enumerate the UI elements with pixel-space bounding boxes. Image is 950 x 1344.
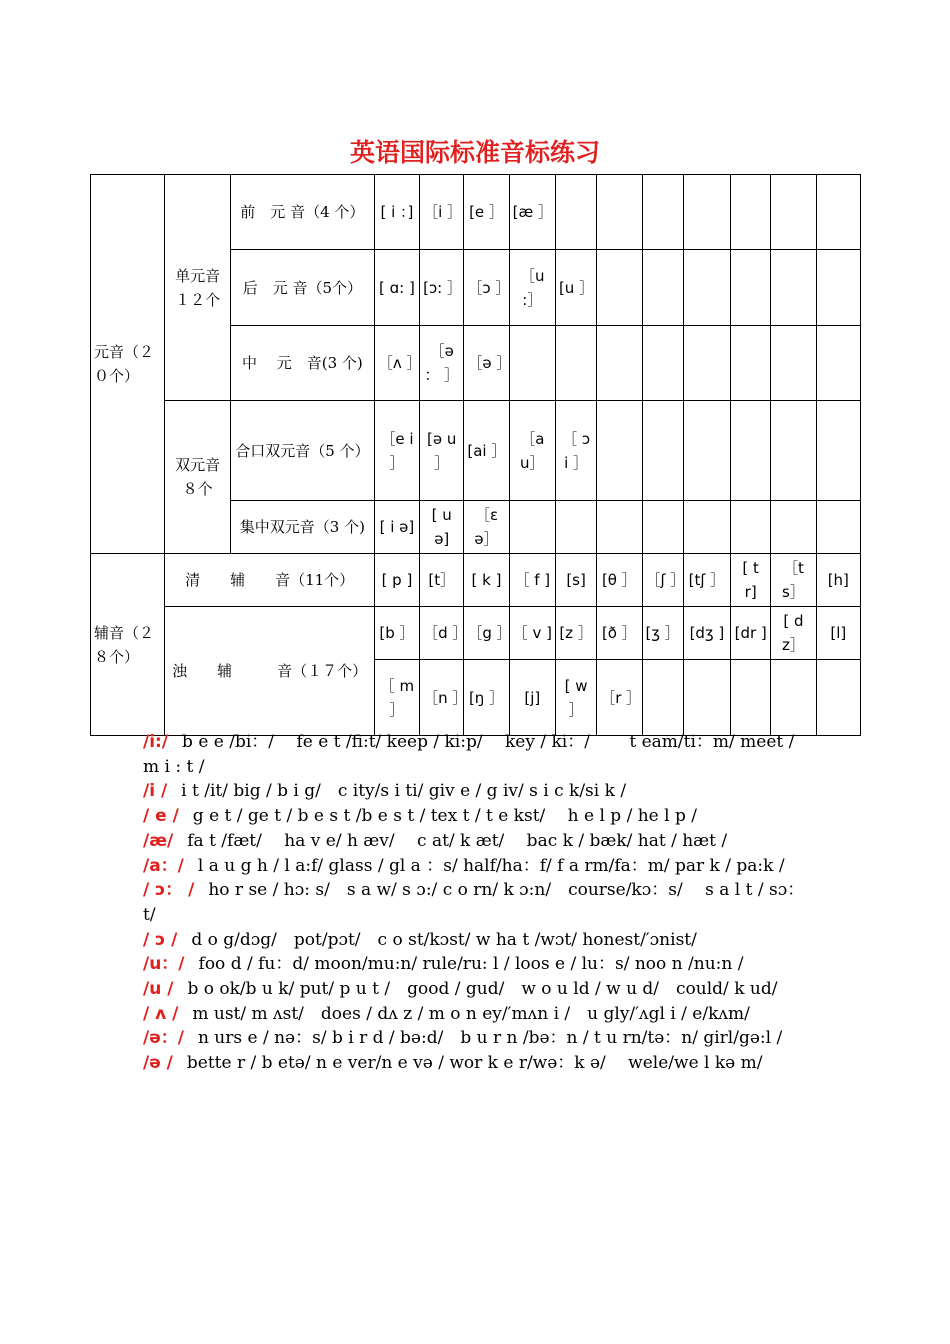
symbol-cell: ［ m ］ [374,660,419,736]
central-vowels-label: 中 元 音(3 个) [230,326,374,401]
symbol-cell: ［g ］ [464,607,509,660]
empty-cell [642,250,683,326]
example-words: b o ok/b u k/ put/ p u t / good / gud/ w o u ld / w u d/ could/ k ud/ [187,979,778,1000]
example-words: fa t /fæt/ ha v e/ h æv/ c at/ k æt/ bac k / bæk/ hat / hæt / [187,830,728,851]
phoneme-symbol: /ə / [143,1053,173,1074]
symbol-cell: ［n ］ [420,660,464,736]
symbol-cell: [dʒ ] [683,607,730,660]
empty-cell [683,401,730,501]
symbol-cell: ［a u］ [509,401,555,501]
empty-cell [731,501,771,554]
phoneme-symbol: /u / [143,979,174,1000]
symbol-cell: [ k ] [464,554,509,607]
empty-cell [771,175,816,250]
symbol-cell: [ i ：] [374,175,419,250]
symbol-cell: ［ ɔ i ］ [555,401,596,501]
example-words: bette r / b etə/ n e ver/n e və / wor k e r/wə：k ə/ wele/we l kə m/ [186,1053,763,1074]
closing-diphthongs-label: 合口双元音（5 个） [230,401,374,501]
empty-cell [816,326,860,401]
phoneme-symbol: /i / [143,781,168,802]
empty-cell [683,326,730,401]
vowels-label: 元音（２０个） [91,175,165,554]
empty-cell [597,250,642,326]
empty-cell [642,326,683,401]
symbol-cell: ［e i ］ [374,401,419,501]
centering-diphthongs-label: 集中双元音（3 个) [230,501,374,554]
empty-cell [509,501,555,554]
example-line [143,928,811,953]
empty-cell [771,660,816,736]
symbol-cell: [z ］ [555,607,596,660]
monophthongs-label: 单元音１２个 [165,175,230,401]
symbol-cell: ［t s］ [771,554,816,607]
diphthongs-label: 双元音８个 [165,401,230,554]
symbol-cell: [ ɑ: ] [374,250,419,326]
symbol-cell: ［ʃ ］ [642,554,683,607]
empty-cell [731,250,771,326]
voiced-consonants-label: 浊 辅 音（１７个） [165,607,374,736]
symbol-cell: [ʒ ］ [642,607,683,660]
symbol-cell: [tʃ ］ [683,554,730,607]
symbol-cell: ［d ］ [420,607,464,660]
symbol-cell: [h] [816,554,860,607]
phonetic-symbol-table [90,174,861,736]
empty-cell [555,501,596,554]
symbol-cell: ［ v ] [509,607,555,660]
phoneme-symbol: /a：/ [143,855,184,876]
symbol-cell: ［ə ： ］ [420,326,464,401]
symbol-cell: ［u :］ [509,250,555,326]
empty-cell [816,175,860,250]
symbol-cell: [ t r] [731,554,771,607]
example-words-section [143,730,811,1076]
example-words: ho r se / hɔ: s/ s a w/ s ɔ:/ c o rn/ k ɔ:n/ course/kɔ：s/ s a l t / sɔ：t/ [143,880,805,925]
symbol-cell: [ai ］ [464,401,509,501]
empty-cell [683,175,730,250]
phoneme-symbol: /ə：/ [143,1028,184,1049]
symbol-cell: [ i ə] [374,501,419,554]
symbol-cell: [ d z］ [771,607,816,660]
empty-cell [555,175,596,250]
empty-cell [597,175,642,250]
consonants-label: 辅音（２８个） [91,554,165,736]
symbol-cell: ［ɛ ə］ [464,501,509,554]
symbol-cell: [ð ］ [597,607,642,660]
empty-cell [683,501,730,554]
empty-cell [731,175,771,250]
symbol-cell: [ u ə] [420,501,464,554]
empty-cell [642,175,683,250]
phoneme-symbol: / ʌ / [143,1003,179,1024]
example-line [143,854,811,879]
example-words: d o g/dɔg/ pot/pɔt/ c o st/kɔst/ w ha t /wɔt/ honest/′ɔnist/ [191,929,697,950]
symbol-cell: ［r ］ [597,660,642,736]
front-vowels-label: 前 元 音（4 个） [230,175,374,250]
empty-cell [642,660,683,736]
empty-cell [731,401,771,501]
empty-cell [816,501,860,554]
symbol-cell: ［ʌ ］ [374,326,419,401]
symbol-cell: ［ə ］ [464,326,509,401]
voiceless-consonants-label: 清 辅 音（11个） [165,554,374,607]
symbol-cell: [j] [509,660,555,736]
example-line [143,829,811,854]
symbol-cell: ［ f ] [509,554,555,607]
empty-cell [771,250,816,326]
empty-cell [642,501,683,554]
symbol-cell: [ə u ］ [420,401,464,501]
example-line [143,878,811,927]
empty-cell [771,326,816,401]
example-line [143,1002,811,1027]
phoneme-symbol: /u：/ [143,954,185,975]
empty-cell [509,326,555,401]
example-line [143,804,811,829]
empty-cell [816,660,860,736]
empty-cell [555,326,596,401]
back-vowels-label: 后 元 音（5个） [230,250,374,326]
symbol-cell: [ p ] [374,554,419,607]
phoneme-symbol: / ɔ / [143,929,178,950]
symbol-cell: [t］ [420,554,464,607]
empty-cell [597,501,642,554]
empty-cell [731,660,771,736]
example-line [143,1026,811,1051]
symbol-cell: [ŋ ］ [464,660,509,736]
example-words: foo d / fu：d/ moon/mu:n/ rule/ru: l / loos e / lu：s/ noo n /nu:n / [198,954,744,975]
empty-cell [816,401,860,501]
phoneme-symbol: /i:/ [143,732,169,752]
empty-cell [597,401,642,501]
symbol-cell: [θ ］ [597,554,642,607]
symbol-cell: [b ］ [374,607,419,660]
empty-cell [683,660,730,736]
example-line [143,977,811,1002]
example-line [143,779,811,804]
empty-cell [642,401,683,501]
empty-cell [816,250,860,326]
example-words: m ust/ m ʌst/ does / dʌ z / m o n ey/′mʌn i / u gly/′ʌgl i / e/kʌm/ [192,1003,750,1024]
symbol-cell: [ɔ: ］ [420,250,464,326]
symbol-cell: ［ɔ ］ [464,250,509,326]
empty-cell [771,501,816,554]
symbol-cell: [æ ］ [509,175,555,250]
symbol-cell: [s] [555,554,596,607]
example-line [143,1051,811,1076]
example-words: b e e /bi：/ fe e t /fi:t/ keep / ki:p/ key / ki：/ t eam/ti：m/ meet / m i : t / [143,732,795,777]
symbol-cell: ［i ］ [420,175,464,250]
empty-cell [683,250,730,326]
phoneme-symbol: /æ/ [143,830,174,851]
symbol-cell: [ w ］ [555,660,596,736]
empty-cell [731,326,771,401]
phoneme-symbol: / e / [143,806,179,827]
example-line [143,730,811,779]
example-words: l a u g h / l a:f/ glass / gl a ：s/ half/ha：f/ f a rm/fa：m/ par k / pa:k / [197,855,785,876]
example-words: n urs e / nə：s/ b i r d / bə:d/ b u r n /bə：n / t u rn/tə：n/ girl/gə:l / [197,1028,783,1049]
page-title: 英语国际标准音标练习 [349,138,600,167]
empty-cell [771,401,816,501]
empty-cell [597,326,642,401]
symbol-cell: [dr ] [731,607,771,660]
symbol-cell: [e ］ [464,175,509,250]
symbol-cell: [l] [816,607,860,660]
example-words: g e t / ge t / b e s t /b e s t / tex t / t e kst/ h e l p / he l p / [192,806,697,827]
example-line [143,952,811,977]
phoneme-symbol: / ɔ： / [143,880,195,901]
example-words: i t /it/ big / b i g/ c ity/s i ti/ giv e / g iv/ s i c k/si k / [181,781,627,802]
symbol-cell: [u ］ [555,250,596,326]
